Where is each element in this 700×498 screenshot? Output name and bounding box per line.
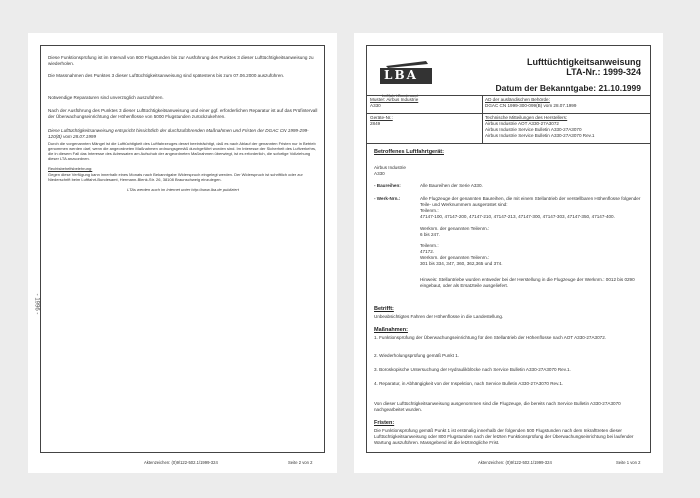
teilenr1-value: 47147-100, 47147-200, 47147-210, 47147-213, 47147-300, 47147-303, 47147-350, 47147-400.: [420, 214, 615, 219]
italic-note: Diese Lufttüchtigkeitsanweisung entspricht hinsichtlich der durchzuführenden Maßnahmen und Fristen der DGAC CN 1999-299-120(B) vom 28.07.1999: [48, 128, 309, 139]
massnahmen-heading: Maßnahmen:: [374, 327, 408, 333]
margin-number: - 1996 -: [33, 293, 40, 315]
teilenr1-label: Teilenrn.:: [420, 208, 439, 213]
techn-value: Airbus Industrie Service Bulletin A330-27A3070 Rev.1: [485, 133, 595, 138]
techn-value: Airbus Industrie Service Bulletin A330-27A3070: [485, 127, 582, 132]
betrifft-text: Unbeabsichtigtes Fahren der Höhenflosse in die Landestellung.: [374, 314, 504, 319]
betroffen-text1: Airbus Industrie: [374, 165, 406, 170]
paragraph-2: Die Massnahmen des Punktes 3 dieser Lufttüchtigkeitsanweisung sind spätestens bis zum 07.06.2000 auszuführen.: [48, 73, 285, 78]
betroffen-heading: Betroffenes Luftfahrtgerät:: [374, 149, 444, 155]
paragraph-1: Diese Funktionsprüfung ist im Intervall von 800 Flugstunden bis zur Ausführung des Punktes 3 dieser Lufttüchtigkeitsanweisung zu wiederholen.: [48, 55, 314, 66]
paragraph-4: Nach der Ausführung des Punktes 3 dieser Lufttüchtigkeitsanweisung und einer ggf. erforderlichen Reparatur ist auf das Prüfintervall der Überwachungseinrichtung der Höhenflosse von 5000 Flugstunden zurückzukehren.: [48, 108, 318, 119]
werknr1-value: 6 bis 247.: [420, 232, 440, 237]
baureihen-value: Alle Baureihen der Serie A330.: [420, 183, 483, 188]
fine-print: Durch die vorgenannten Mängel ist die Lufttüchtigkeit des Luftfahrzeuges derart beeinträchtigt, daß es nach Ablauf der genannten Fristen nur in Betrieb genommen werden darf, wenn die angeordneten Maßnahmen ordnungsgemäß durchgeführt worden sind. Im Interesse der Sicherheit des Luftverkehrs, die in diesem Fall das Interesse des Adressaten am Aufschub der angeordneten Maßnahmen überwiegt, ist es erforderlich, die sofortige Vollziehung dieser LTA anzuordnen.: [48, 141, 317, 161]
techn-value: Airbus Industrie AOT A330-27A3072: [485, 121, 559, 126]
geraete-label: Geräte-Nr.:: [370, 115, 393, 120]
muster-label: Muster: Airbus Industrie: [370, 97, 419, 102]
paragraph-3: Notwendige Reparaturen sind unverzüglich auszuführen.: [48, 95, 164, 100]
page-right: [354, 33, 663, 473]
baureihen-label: - Baureihen:: [374, 183, 401, 188]
page-left: [28, 33, 337, 473]
werknr2-value: 301 bis 334, 347, 360, 362,365 und 374.: [420, 261, 503, 266]
teilenr2-label: Teilenrn.:: [420, 243, 439, 248]
werknr-value: Alle Flugzeuge der genannten Baureihen, die mit einem Stellantrieb der verstellbaren Höhenflosse folgender Teile- und Werknummern ausgerüstet sind:: [420, 196, 641, 207]
rechtsbehelf-text: Gegen diese Verfügung kann innerhalb eines Monats nach Bekanntgabe Widerspruch eingelegt werden. Der Widerspruch ist schriftlich oder zur Niederschrift beim Luftfahrt-Bundesamt, Hermann-Blenk-Str. 26, 38108 Braunschweig einzulegen.: [48, 172, 303, 182]
logo-caption: Luftfahrt-Bundesamt: [382, 93, 419, 98]
techn-label: Technische Mitteilungen des Herstellers:: [485, 115, 568, 120]
auslaend-value: DGAC CN 1999-300-099(B) vom 28.07.1999: [485, 103, 577, 108]
werknr2-label: Werknrn. der genannten Teilenrn.:: [420, 255, 490, 260]
teilenr2-value: 47172.: [420, 249, 435, 254]
exempt-note: Von dieser Lufttüchtigkeitsanweisung ausgenommen sind die Flugzeuge, die bereits nach Service Bulletin A330-27A3070 nachgearbeitet wurden.: [374, 401, 621, 412]
footer-ref: Aktenzeichen: (0)9/122-502.1/1999-324: [478, 460, 552, 465]
betroffen-text2: A330: [374, 171, 385, 176]
title-line1: Lufttüchtigkeitsanweisung: [526, 57, 641, 67]
footer-page: Seite 2 von 2: [288, 460, 313, 465]
logo-text: LBA: [384, 68, 418, 82]
betrifft-heading: Betrifft:: [374, 306, 394, 312]
massnahme-3: 3. Boroskopische Untersuchung der Hydraulikblöcke nach Service Bulletin A330-27A3070 Rev.1.: [374, 367, 571, 372]
massnahme-4: 4. Reparatur, in Abhängigkeit von der Inspektion, nach Service Bulletin A330-27A3070 Rev.1.: [374, 381, 564, 386]
announcement-date: Datum der Bekanntgabe: 21.10.1999: [495, 83, 641, 93]
page-frame: [40, 45, 325, 453]
massnahme-2: 2. Wiederholungsprüfung gemäß Punkt 1.: [374, 353, 460, 358]
rechtsbehelf-heading: Rechtsbehelfsbelehrung:: [48, 166, 93, 171]
hinweis: Hinweis: Stellantriebe wurden entweder bei der Herstellung in die Flugzeuge der Werknrn.: 0012 bis 0290 eingebaut, oder als Ersatzteile ausgeliefert.: [420, 277, 635, 288]
massnahme-1: 1. Funktionsprüfung der Überwachungseinrichtung für den Stellantrieb der Höhenflosse nach AOT A330-27A3072.: [374, 335, 607, 340]
ltas-note: LTAs werden auch im Internet unter http://www.lba.de publiziert: [127, 187, 239, 192]
werknr1-label: Werknrn. der genannten Teilenrn.:: [420, 226, 490, 231]
fristen-heading: Fristen:: [374, 420, 395, 426]
muster-value: A330: [370, 103, 381, 108]
werknr-label: - Werk-Nrn.:: [374, 196, 401, 201]
fristen-text: Die Funktionsprüfung gemäß Punkt 1 ist erstmalig innerhalb der folgenden 500 Flugstunden nach dem Inkrafttreten dieser Lufttüchtigkeitsanweisung oder 800 Flugstunden nach der letzten Funktionsprüfung der Überwachungseinrichtung bei laufender Wartung auszuführen. Massgebend ist die letztmögliche Frist.: [374, 428, 634, 445]
geraete-value: 2849: [370, 121, 381, 126]
auslaend-label: AD der ausländischen Behörde:: [485, 97, 550, 102]
footer-page: Seite 1 von 2: [616, 460, 641, 465]
footer-ref: Aktenzeichen: (0)9/122-502.1/1999-324: [144, 460, 218, 465]
title-line2: LTA-Nr.: 1999-324: [566, 67, 641, 77]
